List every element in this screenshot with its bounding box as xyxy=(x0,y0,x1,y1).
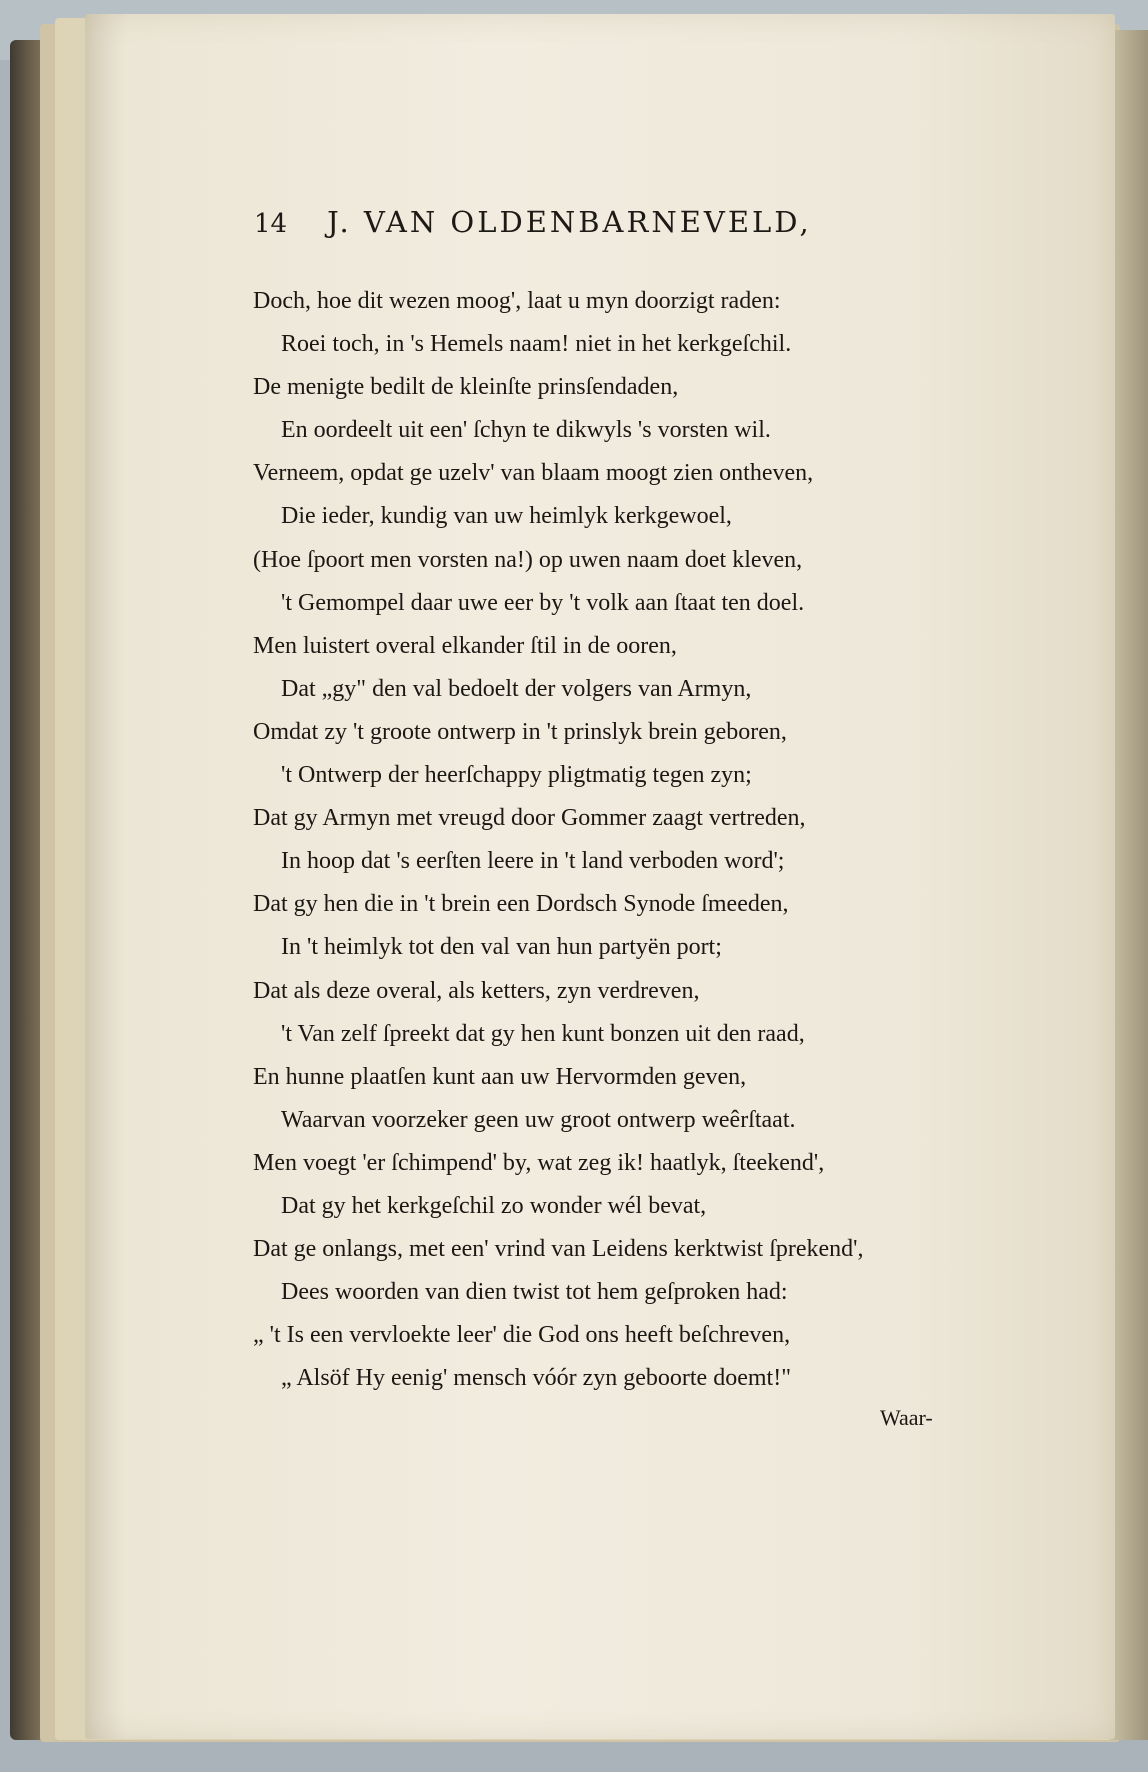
verse-line: 't Van zelf ſpreekt dat gy hen kunt bonzen uit den raad, xyxy=(281,1020,805,1047)
catchword: Waar- xyxy=(880,1405,933,1430)
page-header xyxy=(254,205,894,239)
verse-line: Dat als deze overal, als ketters, zyn verdreven, xyxy=(253,977,700,1004)
verse-line: Omdat zy 't groote ontwerp in 't prinslyk brein geboren, xyxy=(253,718,787,745)
verse-line: Roei toch, in 's Hemels naam! niet in het kerkgeſchil. xyxy=(281,331,792,358)
verse-line: Dat gy Armyn met vreugd door Gommer zaagt vertreden, xyxy=(253,805,806,832)
verse-line: Doch, hoe dit wezen moog', laat u myn doorzigt raden: xyxy=(253,288,781,314)
verse-line: „ Alsöf Hy eenig' mensch vóór zyn geboorte doemt!" xyxy=(281,1365,791,1392)
verse-line: Dees woorden van dien twist tot hem geſproken had: xyxy=(281,1279,788,1306)
verse-line: 't Ontwerp der heerſchappy pligtmatig tegen zyn; xyxy=(281,762,752,789)
verse-line: Dat gy hen die in 't brein een Dordsch Synode ſmeeden, xyxy=(253,891,789,918)
verse-line: De menigte bedilt de kleinſte prinsſendaden, xyxy=(253,374,679,401)
verse-line: Dat ge onlangs, met een' vrind van Leidens kerktwist ſprekend', xyxy=(253,1236,864,1263)
verse-line: In 't heimlyk tot den val van hun partyën port; xyxy=(281,934,722,961)
verse-line: „ 't Is een vervloekte leer' die God ons heeft beſchreven, xyxy=(253,1322,791,1349)
verse-line: In hoop dat 's eerſten leere in 't land verboden word'; xyxy=(281,848,785,875)
verse-line: Dat gy het kerkgeſchil zo wonder wél bevat, xyxy=(281,1192,707,1219)
page-number: 14 xyxy=(254,209,288,239)
verse-block xyxy=(253,280,953,1400)
verse-line: Die ieder, kundig van uw heimlyk kerkgewoel, xyxy=(281,503,732,530)
facing-page-edge xyxy=(1110,30,1148,1740)
verse-line: Dat „gy" den val bedoelt der volgers van Armyn, xyxy=(281,675,752,702)
verse-line: En oordeelt uit een' ſchyn te dikwyls 's vorsten wil. xyxy=(281,417,771,444)
running-title: J. VAN OLDENBARNEVELD, xyxy=(327,205,812,239)
verse-line: Waarvan voorzeker geen uw groot ontwerp weêrſtaat. xyxy=(281,1106,796,1133)
verse-line: Men voegt 'er ſchimpend' by, wat zeg ik! haatlyk, ſteekend', xyxy=(253,1149,825,1176)
verse-line: (Hoe ſpoort men vorsten na!) op uwen naam doet kleven, xyxy=(253,546,803,573)
verse-line: 't Gemompel daar uwe eer by 't volk aan ſtaat ten doel. xyxy=(281,589,805,616)
verse-line: Men luistert overal elkander ſtil in de ooren, xyxy=(253,632,677,659)
verse-line: Verneem, opdat ge uzelv' van blaam moogt zien ontheven, xyxy=(253,460,814,487)
verse-line: En hunne plaatſen kunt aan uw Hervormden geven, xyxy=(253,1063,747,1090)
